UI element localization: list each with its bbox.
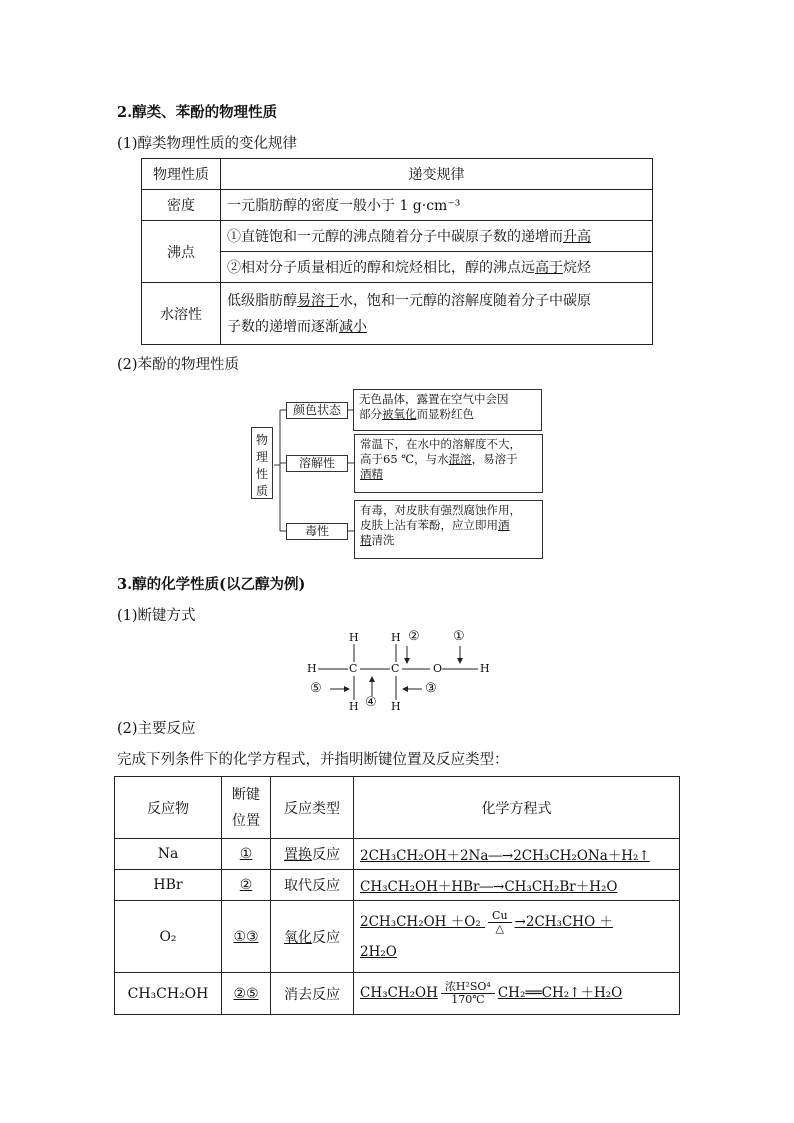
table2-header-reactant: 反应物 xyxy=(115,777,222,839)
table1-density-label: 密度 xyxy=(142,190,221,221)
row-reactant: CH₃CH₂OH xyxy=(115,973,222,1015)
row-equation: 2CH₃CH₂OH＋2Na―→2CH₃CH₂ONa＋H₂↑ xyxy=(354,839,680,870)
atom-h-bot2: H xyxy=(391,700,401,713)
diagram-branch-solubility: 溶解性 xyxy=(286,455,348,472)
diagram-text-toxicity: 有毒，对皮肤有强烈腐蚀作用， 皮肤上沾有苯酚，应立即用酒 精清洗 xyxy=(354,500,543,559)
bond-mark-4: ④ xyxy=(365,695,377,710)
table1-solubility-rule: 低级脂肪醇易溶于水，饱和一元醇的溶解度随着分子中碳原 子数的递增而逐渐减小 xyxy=(221,283,653,345)
atom-h-oh: H xyxy=(480,662,490,675)
table1-header-rule: 递变规律 xyxy=(221,159,653,190)
row-reactant: O₂ xyxy=(115,901,222,973)
bond-mark-1: ① xyxy=(453,629,465,644)
row-type: 置换反应 xyxy=(271,839,354,870)
table2-header-bond: 断键 位置 xyxy=(222,777,271,839)
table-row xyxy=(115,839,680,870)
table-row xyxy=(115,870,680,901)
table1-boiling-rule-a: ①直链饱和一元醇的沸点随着分子中碳原子数的递增而升高 xyxy=(221,221,653,252)
table2-header-equation: 化学方程式 xyxy=(354,777,680,839)
section-3-sub1: (1)断键方式 xyxy=(117,608,196,624)
atom-h-top2: H xyxy=(391,631,401,644)
atom-c1: C xyxy=(349,662,358,675)
row-bond: ②⑤ xyxy=(222,973,271,1015)
section-3-intro: 完成下列条件下的化学方程式，并指明断键位置及反应类型： xyxy=(117,752,509,768)
diagram-text-solubility: 常温下，在水中的溶解度不大， 高于65 ℃，与水混溶，易溶于 酒精 xyxy=(354,434,543,493)
diagram-text-color: 无色晶体，露置在空气中会因 部分被氧化而显粉红色 xyxy=(353,389,542,431)
atom-h-left: H xyxy=(307,662,317,675)
atom-h-bot1: H xyxy=(349,700,359,713)
section-3-title: 3.醇的化学性质(以乙醇为例) xyxy=(117,576,306,593)
bond-mark-3: ③ xyxy=(425,681,437,696)
row-bond: ② xyxy=(222,870,271,901)
table1-header-property: 物理性质 xyxy=(142,159,221,190)
row-equation: 2CH₃CH₂OH ＋O₂ $\frac{Cu}{\triangle}$ →2CH₃CHO ＋ 2H₂O xyxy=(354,901,680,973)
reactions-table xyxy=(114,776,680,1015)
section-3-sub2: (2)主要反应 xyxy=(117,721,196,737)
atom-h-top1: H xyxy=(349,631,359,644)
atom-o: O xyxy=(433,662,443,675)
bond-mark-2: ② xyxy=(408,629,420,644)
table2-header-type: 反应类型 xyxy=(271,777,354,839)
diagram-branch-color: 颜色状态 xyxy=(286,402,348,419)
section-2-title: 2.醇类、苯酚的物理性质 xyxy=(117,104,278,121)
section-2-sub1: (1)醇类物理性质的变化规律 xyxy=(117,136,298,152)
row-equation: CH₃CH₂OH $\frac{\text{浓H²SO⁴}}{170℃}$ CH₂══CH₂↑＋H₂O xyxy=(354,973,680,1015)
row-type: 取代反应 xyxy=(271,870,354,901)
row-reactant: HBr xyxy=(115,870,222,901)
row-reactant: Na xyxy=(115,839,222,870)
condition-cu-heat: $\frac{Cu}{\triangle}$ xyxy=(488,910,512,935)
alcohol-properties-table xyxy=(141,158,653,345)
table1-solubility-label: 水溶性 xyxy=(142,283,221,345)
row-type: 消去反应 xyxy=(271,973,354,1015)
section-2-sub2: (2)苯酚的物理性质 xyxy=(117,357,240,373)
table-row xyxy=(115,901,680,973)
row-bond: ① xyxy=(222,839,271,870)
table-row xyxy=(115,973,680,1015)
row-type: 氧化反应 xyxy=(271,901,354,973)
table1-boiling-rule-b: ②相对分子质量相近的醇和烷烃相比，醇的沸点远高于烷烃 xyxy=(221,252,653,283)
condition-acid-170: $\frac{\text{浓H²SO⁴}}{170℃}$ xyxy=(441,981,495,1006)
atom-c2: C xyxy=(391,662,400,675)
diagram-branch-toxicity: 毒性 xyxy=(286,523,348,540)
table1-density-rule: 一元脂肪醇的密度一般小于 1 g·cm⁻³ xyxy=(221,190,653,221)
row-equation: CH₃CH₂OH＋HBr―→CH₃CH₂Br＋H₂O xyxy=(354,870,680,901)
diagram-root: 物理性质 xyxy=(251,427,273,499)
table1-boiling-label: 沸点 xyxy=(142,221,221,283)
row-bond: ①③ xyxy=(222,901,271,973)
bond-mark-5: ⑤ xyxy=(310,681,322,696)
